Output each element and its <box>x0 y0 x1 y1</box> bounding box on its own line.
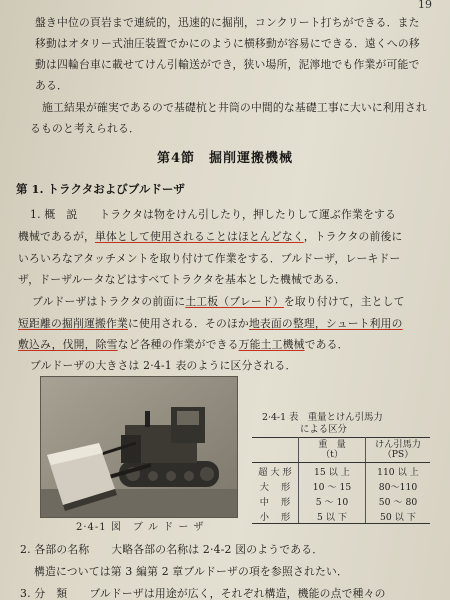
text-run: である． <box>304 338 349 351</box>
table-header-row <box>252 438 430 463</box>
table-row <box>252 493 430 508</box>
table-header-cell <box>252 438 299 463</box>
table-cell: 110 以 上 <box>366 463 431 479</box>
table-header-cell: 重 量 （t） <box>299 438 366 463</box>
text-line: 移動はオタリー式油圧装置でかにのように横移動が容易にできる．遠くへの移 <box>35 37 420 50</box>
text-line: 施工結果が確実であるので基礎杭と井筒の中間的な基礎工事に大いに利用され <box>42 101 427 114</box>
text-line <box>18 338 349 351</box>
underlined-text: 単体として使用されることはほとんどなく <box>94 230 304 243</box>
text-run: 機械であるが， <box>18 230 95 243</box>
text-run: に使用される．そのほか <box>127 317 249 330</box>
underlined-text: 短距離の掘削運搬作業 <box>18 317 128 330</box>
table-title: 2·4-1 表 重量とけん引馬力 <box>262 412 383 423</box>
table-row <box>252 508 430 524</box>
table-cell: 5 ～ 10 <box>299 493 366 508</box>
table-row <box>252 463 430 479</box>
table-cell: 15 以 上 <box>299 463 366 479</box>
bulldozer-photo <box>40 376 238 518</box>
page-number: 19 <box>418 0 432 11</box>
underlined-text: 万能土工機械 <box>238 338 305 351</box>
figure-caption: 2·4-1 図 ブ ル ド ー ザ <box>76 522 205 533</box>
text-line: ザ，ドーザルータなどはすべてトラクタを基本とした機械である． <box>18 273 346 286</box>
table-row <box>252 478 430 493</box>
subsection-title: 第 1. トラクタおよびブルドーザ <box>16 182 185 196</box>
table-header-cell: けん引馬力 （PS） <box>366 438 431 463</box>
bulldozer-illustration <box>41 377 237 517</box>
text-line: るものと考えられる． <box>30 122 140 135</box>
text-line <box>32 295 405 308</box>
text-line: 構造については第 3 編第 2 章ブルドーザの項を参照されたい． <box>34 565 348 578</box>
text-line: 2. 各部の名称 大略各部の名称は 2·4-2 図のようである． <box>20 543 324 556</box>
underlined-text: 土工板（ブレード） <box>185 295 284 308</box>
table-cell: 小 形 <box>252 508 299 524</box>
size-class-table <box>252 437 430 524</box>
text-line <box>18 230 402 243</box>
table-cell: 80～110 <box>366 478 431 493</box>
text-line: 1. 概 説 トラクタは物をけん引したり，押したりして運ぶ作業をする <box>30 208 397 221</box>
text-run: ，トラクタの前後に <box>303 230 403 243</box>
text-line <box>18 317 403 330</box>
underlined-text: 敷込み，伐開，除雪 <box>18 338 118 351</box>
table-cell: 5 以 下 <box>299 508 366 524</box>
text-run: を取り付けて，主として <box>283 295 405 308</box>
table-cell: 10 ～ 15 <box>299 478 366 493</box>
underlined-text: 地表面の整理，シュート利用の <box>248 317 403 330</box>
text-line: ある． <box>35 79 68 92</box>
section-title: 第4節 掘削運搬機械 <box>156 151 294 166</box>
text-run: など各種の作業ができる <box>117 338 239 351</box>
text-line: いろいろなアタッチメントを取り付けて作業をする．ブルドーザ，レーキドー <box>18 252 401 265</box>
table-cell: 50 以 下 <box>366 508 431 524</box>
text-line: ブルドーザの大きさは 2·4-1 表のように区分される． <box>30 359 297 372</box>
table-cell: 中 形 <box>259 496 291 508</box>
table-cell: 大 形 <box>259 481 291 493</box>
table-cell: 超 大 形 <box>258 466 292 478</box>
text-run: ブルドーザはトラクタの前面に <box>32 295 186 308</box>
table-cell: 50 ～ 80 <box>366 493 431 508</box>
text-line: 盤き中位の頁岩まで連続的，迅速的に掘削，コンクリート打ちができる．また <box>35 16 420 29</box>
table-title-line2: による区分 <box>300 424 347 435</box>
text-line: 動は四輪台車に載せてけん引輸送ができ，狭い場所，泥濘地でも作業が可能で <box>35 58 420 71</box>
text-line: 3. 分 類 ブルドーザは用途が広く，それぞれ構造，機能の点で種々の <box>20 587 386 600</box>
